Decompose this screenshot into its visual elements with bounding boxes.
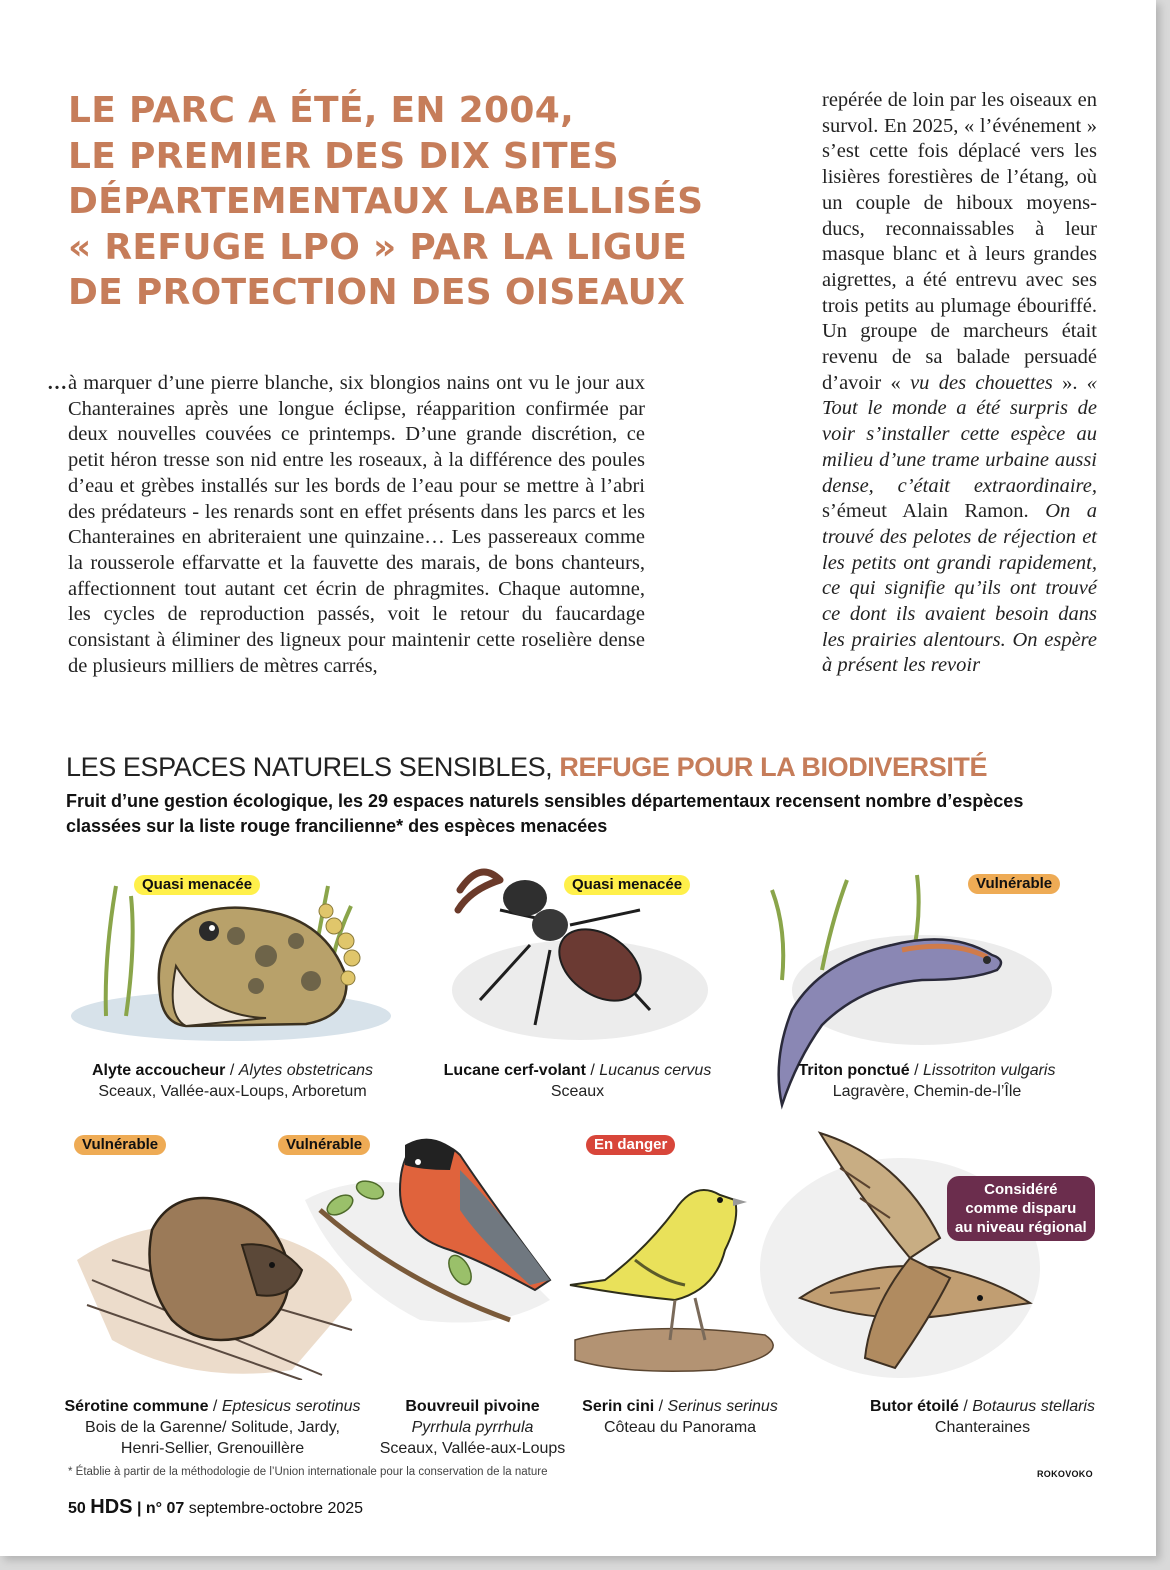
species-caption: Alyte accoucheur / Alytes obstetricans Sceaux, Vallée-aux-Loups, Arboretum	[65, 1060, 400, 1102]
article-column-right	[822, 88, 1097, 679]
status-badge: Quasi menacée	[564, 875, 690, 895]
headline-line: DE PROTECTION DES OISEAUX	[68, 272, 686, 313]
article-text: ».	[1062, 371, 1078, 394]
status-badge: Vulnérable	[968, 874, 1060, 894]
illustration-credit: ROKOVOKO	[1037, 1469, 1093, 1479]
issue-date: septembre-octobre 2025	[188, 1500, 364, 1517]
species-common-name: Alyte accoucheur	[91, 1062, 226, 1079]
status-badge	[947, 1176, 1095, 1241]
species-location: Bois de la Garenne/ Solitude, Jardy,	[85, 1419, 340, 1436]
species-caption: Butor étoilé / Botaurus stellaris Chanteraines	[855, 1396, 1110, 1438]
species-common-name: Sérotine commune	[64, 1398, 209, 1415]
species-location: Henri-Sellier, Grenouillère	[120, 1440, 305, 1457]
page-headline	[68, 88, 704, 316]
species-caption: Triton ponctué / Lissotriton vulgaris Lagravère, Chemin-de-l’Île	[772, 1060, 1082, 1102]
bullfinch-illustration	[300, 1130, 565, 1335]
section-title-plain: LES ESPACES NATURELS SENSIBLES,	[66, 752, 560, 782]
species-location: Sceaux, Vallée-aux-Loups	[379, 1440, 566, 1457]
species-scientific-name: Botaurus stellaris	[972, 1398, 1095, 1415]
issue-number: n° 07	[145, 1500, 185, 1517]
magazine-name: HDS	[90, 1496, 133, 1518]
species-scientific-name: Eptesicus serotinus	[221, 1398, 361, 1415]
species-location: Côteau du Panorama	[603, 1419, 757, 1436]
headline-line: DÉPARTEMENTAUX LABELLISÉS	[68, 181, 704, 222]
species-scientific-name: Alytes obstetricans	[238, 1062, 373, 1079]
status-badge-line: Considéré	[984, 1181, 1058, 1198]
section-title	[66, 752, 987, 783]
article-column-left: à marquer d’une pierre blanche, six blongios nains ont vu le jour aux Chanteraines après une longue éclipse, réapparition confirmée par deux nouvelles couvées ce printemps. D’une grande discrétion, ce petit héron tresse son nid entre les roseaux, à la différence des poules d’eau et grèbes installés sur les bords de l’eau pour se mettre à l’abri des prédateurs - les renards sont en effet présents dans les parcs et les Chanteraines en abriteraient une quinzaine… Les passereaux comme la rousserole effarvatte et la fauvette des marais, de bons chanteurs, affectionnent tout autant cet écrin de phragmites. Chaque automne, les cycles de reproduction passés, voit le retour du faucardage consistant à éliminer des ligneux pour maintenir cette roselière dense de plusieurs milliers de mètres carrés,	[68, 372, 645, 677]
article-text: repérée de loin par les oiseaux en survol. En 2025, « l’événement » s’est cette fois déplacé vers les lisières forestières de l’étang, où un couple de hiboux moyens-ducs, reconnaissables à leur masque blanc et à leurs grandes aigrettes, a été entrevu avec ses trois petits au plumage ébouriffé. Un groupe de marcheurs était revenu de sa balade persuadé d’avoir «	[822, 89, 1097, 394]
status-badge-line: comme disparu	[965, 1200, 1077, 1217]
headline-line: LE PREMIER DES DIX SITES	[68, 135, 619, 177]
species-common-name: Butor étoilé	[870, 1398, 959, 1415]
section-title-highlight: REFUGE POUR LA BIODIVERSITÉ	[559, 752, 988, 782]
bittern-illustration	[760, 1128, 1045, 1378]
species-common-name: Lucane cerf-volant	[443, 1062, 586, 1079]
article-text: s’émeut Alain Ramon.	[822, 500, 1029, 523]
status-badge: En danger	[586, 1135, 675, 1155]
species-scientific-name: Serinus serinus	[667, 1398, 778, 1415]
species-location: Sceaux	[550, 1083, 605, 1100]
species-common-name: Triton ponctué	[798, 1062, 910, 1079]
section-intro: Fruit d’une gestion écologique, les 29 espaces naturels sensibles départementaux recensent nombre d’espèces classées sur la liste rouge francilienne* des espèces menacées	[66, 791, 1024, 836]
species-location: Lagravère, Chemin-de-l’Île	[832, 1083, 1022, 1100]
article-quote: « Tout le monde a été surpris de voir s’installer cette espèce au milieu d’une trame urbaine aussi dense, c’était extraordinaire,	[822, 371, 1098, 497]
status-badge: Vulnérable	[74, 1135, 166, 1155]
species-location: Chanteraines	[934, 1419, 1031, 1436]
species-scientific-name: Lissotriton vulgaris	[922, 1062, 1056, 1079]
article-quote: On a trouvé des pelotes de réjection et les petits ont grandi rapidement, ce qui signifie qu’ils ont trouvé ce dont ils avaient besoin dans les prairies alentours. On espère à présent les revoir	[822, 500, 1097, 677]
folio-separator: |	[136, 1500, 142, 1517]
species-common-name: Serin cini	[582, 1398, 655, 1415]
species-common-name: Bouvreuil pivoine	[405, 1398, 540, 1415]
headline-line: « REFUGE LPO » PAR LA LIGUE	[68, 226, 688, 268]
species-caption	[370, 1396, 575, 1459]
article-quote: vu des chouettes	[910, 371, 1053, 394]
species-caption: Sérotine commune / Eptesicus serotinus Bois de la Garenne/ Solitude, Jardy, Henri-Sellier, Grenouillère	[50, 1396, 375, 1459]
footnote: * Établie à partir de la méthodologie de l’Union internationale pour la conservation de la nature	[68, 1466, 548, 1478]
species-caption: Lucane cerf-volant / Lucanus cervus Sceaux	[425, 1060, 730, 1102]
headline-line: LE PARC A ÉTÉ, EN 2004,	[68, 90, 575, 131]
status-badge: Vulnérable	[278, 1135, 370, 1155]
page-number: 50	[68, 1500, 86, 1517]
status-badge-line: au niveau régional	[955, 1219, 1087, 1236]
continuation-ellipsis: …	[47, 372, 67, 394]
status-badge: Quasi menacée	[134, 875, 260, 895]
species-caption: Serin cini / Serinus serinus Côteau du Panorama	[575, 1396, 785, 1438]
page-folio	[68, 1496, 363, 1519]
species-location: Sceaux, Vallée-aux-Loups, Arboretum	[98, 1083, 367, 1100]
species-scientific-name: Lucanus cervus	[599, 1062, 712, 1079]
species-scientific-name: Pyrrhula pyrrhula	[411, 1419, 534, 1436]
